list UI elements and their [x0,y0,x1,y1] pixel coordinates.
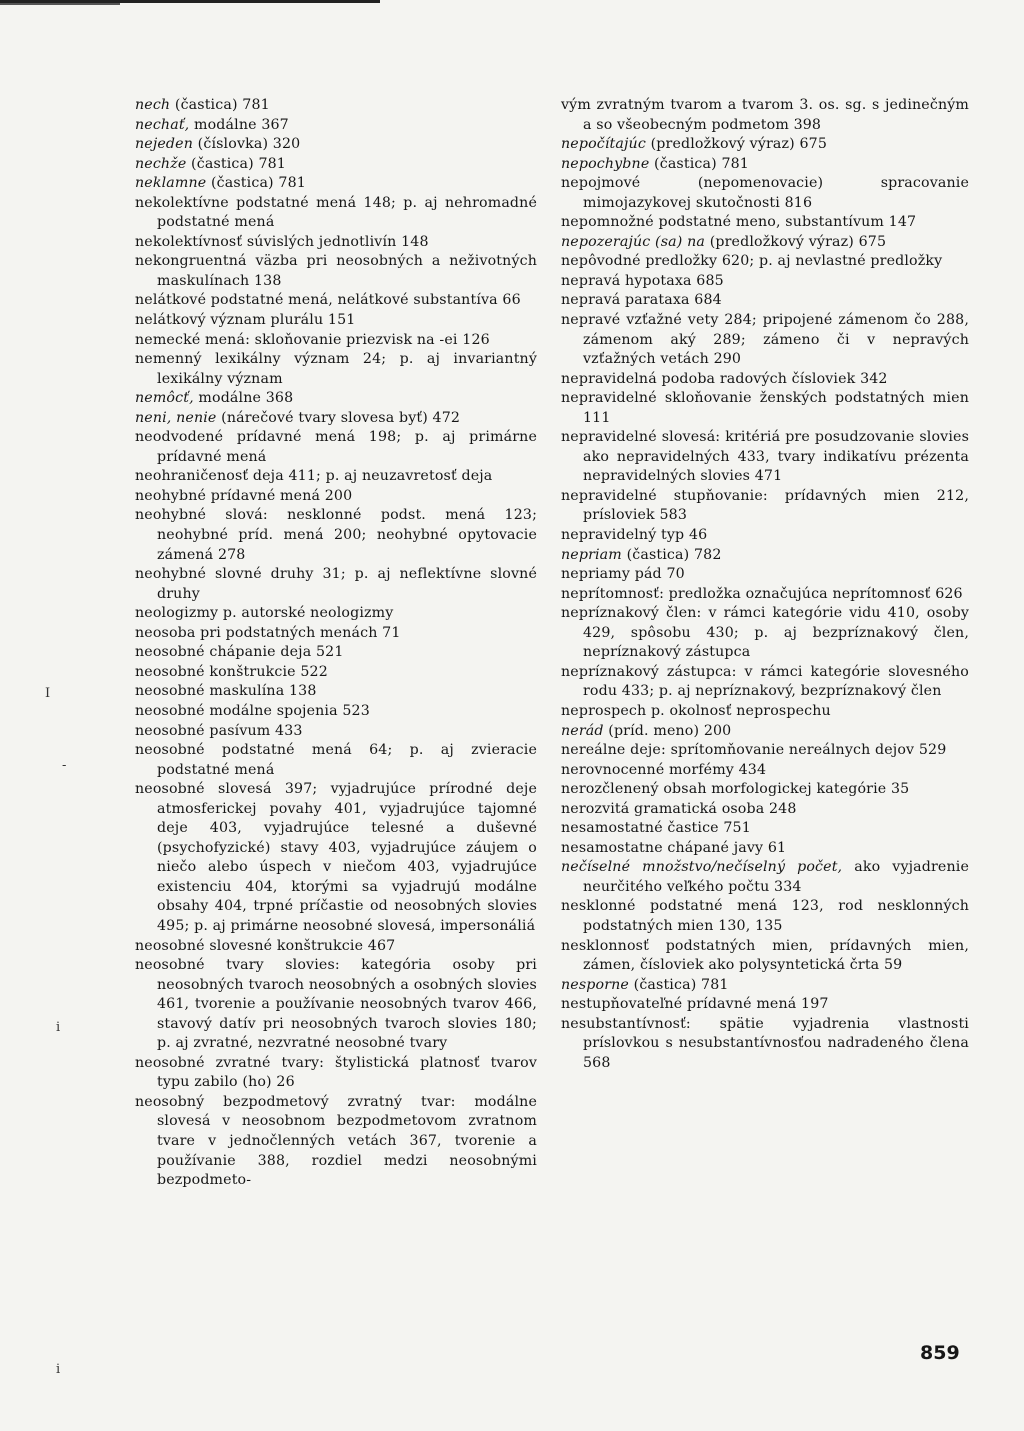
entry-text: neohybné prídavné mená 200 [135,487,353,504]
entry-headword: nepochybne [561,155,650,172]
entry-text: neosobný bezpodmetový zvratný tvar: modálne slovesá v neosobnom bezpodmetovom zvratnom tvare v jednočlenných vetách 367, tvorenie a používanie 388, rozdiel medzi neosobnými bezpodmeto- [135,1093,537,1189]
entry-text: neologizmy p. autorské neologizmy [135,605,394,622]
index-entry [135,604,537,624]
index-entry [135,624,537,644]
entry-text: (predložkový výraz) 675 [645,136,828,153]
index-entry [561,780,969,800]
entry-text: neosobné pasívum 433 [135,722,303,739]
entry-text: neohybné slová: nesklonné podst. mená 123; neohybné príd. mená 200; neohybné opytovacie zámená 278 [135,507,537,563]
index-entry [135,331,537,351]
index-entry [135,702,537,722]
index-entry [135,663,537,683]
entry-text: nerozvitá gramatická osoba 248 [561,800,797,817]
entry-text: ako vyjadrenie neurčitého veľkého počtu 334 [583,859,969,895]
index-entry [561,839,969,859]
entry-text: neosobné konštrukcie 522 [135,663,328,680]
index-entry [561,174,969,213]
index-entry [135,487,537,507]
entry-text: nepravidelné skloňovanie ženských podstatných mien 111 [561,390,969,426]
index-entry [561,800,969,820]
index-entry [135,1093,537,1191]
index-entry [561,1015,969,1074]
entry-text: modálne 368 [193,390,294,407]
entry-headword: nesporne [561,976,629,993]
index-entry [561,487,969,526]
index-entry [135,252,537,291]
index-entry [135,741,537,780]
entry-text: (predložkový výraz) 675 [705,233,887,250]
index-entry [561,897,969,936]
index-entry [561,213,969,233]
index-entry [561,702,969,722]
entry-text: modálne 367 [189,116,289,133]
entry-headword: nech [135,97,171,113]
entry-headword: nepočítajúc [561,136,646,153]
index-entry [135,291,537,311]
entry-text: (nárečové tvary slovesa byť) 472 [216,409,461,426]
index-entry [135,135,537,155]
entry-text: (častica) 781 [628,976,729,993]
entry-text: nepríznakový zástupca: v rámci kategórie slovesného rodu 433; p. aj nepríznakový, bezpríznakový člen [561,663,969,700]
right-index-column [561,96,969,1073]
entry-text: nelátkové podstatné mená, nelátkové substantíva 66 [135,292,521,309]
entry-text: nestupňovateľné prídavné mená 197 [561,996,829,1013]
page-number: 859 [920,1342,960,1364]
top-edge-rule-thin [0,3,120,5]
index-entry [135,682,537,702]
entry-text: nepomnožné podstatné meno, substantívum 147 [561,214,917,231]
entry-text: nelátkový význam plurálu 151 [135,312,356,329]
index-entry [561,663,969,702]
index-entry [561,233,969,253]
index-entry [561,370,969,390]
index-entry [135,643,537,663]
entry-text: nerozčlenený obsah morfologickej kategórie 35 [561,781,910,798]
margin-mark: - [62,758,67,773]
index-entry [561,546,969,566]
entry-text: nepojmové (nepomenovacie) spracovanie mimojazykovej skutočnosti 816 [561,175,969,211]
entry-text: nepríznakový člen: v rámci kategórie vidu 410, osoby 429, spôsobu 430; p. aj bezpríznakový člen, nepríznakový zástupca [561,605,969,661]
entry-text: neprítomnosť: predložka označujúca neprítomnosť 626 [561,585,963,602]
index-entry [135,1054,537,1093]
left-index-column [135,96,537,1191]
index-entry [135,780,537,936]
entry-text: nekolektívne podstatné mená 148; p. aj nehromadné podstatné mená [135,194,537,231]
entry-text: (častica) 781 [186,155,286,172]
index-entry [561,252,969,272]
entry-headword: nemôcť, [135,390,194,407]
entry-text: (častica) 781 [649,155,749,172]
index-entry [135,96,537,116]
entry-text: nesamostatné častice 751 [561,820,751,837]
index-entry [135,311,537,331]
entry-text: vým zvratným tvarom a tvarom 3. os. sg. s jedinečným a so všeobecným podmetom 398 [561,97,969,133]
index-entry [561,272,969,292]
index-entry [135,116,537,136]
index-entry [561,311,969,370]
entry-text: nepravidelná podoba radových čísloviek 342 [561,370,888,387]
entry-text: neohybné slovné druhy 31; p. aj neflektívne slovné druhy [135,566,537,602]
index-entry [135,722,537,742]
index-entry [561,858,969,897]
entry-text: nemenný lexikálny význam 24; p. aj invariantný lexikálny význam [135,351,537,387]
index-entry [135,389,537,409]
index-entry [561,722,969,742]
index-entry [561,604,969,663]
index-entry [135,506,537,565]
index-entry [561,96,969,135]
entry-text: neprospech p. okolnosť neprospechu [561,702,831,719]
margin-mark: I [45,686,51,701]
index-entry [561,761,969,781]
entry-text: nepravá hypotaxa 685 [561,272,724,289]
entry-headword: nejeden [135,136,193,153]
entry-text: nerovnocenné morfémy 434 [561,761,767,778]
index-entry [561,585,969,605]
entry-headword: nepriam [561,546,622,563]
entry-text: nekolektívnosť súvislých jednotlivín 148 [135,233,429,250]
index-entry [561,565,969,585]
entry-headword: nechať, [135,116,190,133]
index-entry [135,937,537,957]
entry-headword: nečíselné množstvo/nečíselný počet, [561,859,843,876]
index-entry [135,565,537,604]
entry-text: (častica) 781 [170,97,270,113]
entry-text: (číslovka) 320 [193,136,301,153]
entry-headword: neni, nenie [135,409,217,426]
entry-text: neosoba pri podstatných menách 71 [135,624,401,641]
index-entry [135,956,537,1054]
index-entry [561,428,969,487]
index-entry [135,350,537,389]
index-entry [135,155,537,175]
index-entry [135,233,537,253]
entry-text: neosobné maskulína 138 [135,683,317,700]
index-entry [561,389,969,428]
entry-text: nesklonné podstatné mená 123, rod nesklonných podstatných mien 130, 135 [561,898,969,934]
entry-text: nereálne deje: sprítomňovanie nereálnych dejov 529 [561,742,947,759]
entry-text: neosobné slovesá 397; vyjadrujúce prírodné deje atmosferickej povahy 401, vyjadrujúce tajomné deje 403, vyjadrujúce telesné a duševné (psychofyzické) stavy 403, vyjadrujúce záujem o niečo alebo úspech v niečom 403, vyjadrujúce existenciu 404, ktorými sa vyjadrujú modálne obsahy 404, trpné príčastie od neosobných slovies 495; p. aj primárne neosobné slovesá, impersonáliá [135,781,537,934]
entry-text: nepriamy pád 70 [561,566,685,583]
entry-text: nesklonnosť podstatných mien, prídavných mien, zámen, čísloviek ako polysyntetická črta 59 [561,937,969,974]
entry-text: nepôvodné predložky 620; p. aj nevlastné predložky [561,253,943,270]
entry-text: neosobné zvratné tvary: štylistická platnosť tvarov typu zabilo (ho) 26 [135,1054,537,1091]
entry-text: (príd. meno) 200 [603,722,732,739]
index-entry [561,291,969,311]
index-entry [561,741,969,761]
entry-text: neosobné modálne spojenia 523 [135,702,370,719]
entry-headword: nechže [135,155,187,172]
index-entry [561,995,969,1015]
index-entry [135,174,537,194]
entry-text: nemecké mená: skloňovanie priezvisk na -ei 126 [135,331,490,348]
index-entry [561,155,969,175]
index-entry [561,819,969,839]
entry-text: nesamostatne chápané javy 61 [561,839,787,856]
entry-text: neosobné slovesné konštrukcie 467 [135,937,396,954]
entry-headword: neklamne [135,175,207,192]
margin-mark: i [56,1362,61,1377]
entry-text: neosobné chápanie deja 521 [135,644,344,661]
entry-headword: nerád [561,722,604,739]
entry-text: neosobné podstatné mená 64; p. aj zvieracie podstatné mená [135,742,537,778]
index-entry [561,526,969,546]
index-entry [135,428,537,467]
index-entry [135,194,537,233]
entry-text: nepravé vzťažné vety 284; pripojené zámenom čo 288, zámenom aký 289; zámeno či v nepravých vzťažných vetách 290 [561,312,969,368]
entry-text: nepravidelné slovesá: kritériá pre posudzovanie slovies ako nepravidelných 433, tvary indikatívu prézenta nepravidelných slovies 471 [561,429,969,485]
entry-text: nepravidelný typ 46 [561,527,708,544]
entry-text: nepravá parataxa 684 [561,292,722,309]
entry-text: nesubstantívnosť: spätie vyjadrenia vlastnosti príslovkou s nesubstantívnosťou nadradeného člena 568 [561,1015,969,1071]
entry-text: nekongruentná väzba pri neosobných a neživotných maskulínach 138 [135,253,537,289]
index-entry [561,135,969,155]
entry-text: nepravidelné stupňovanie: prídavných mien 212, prísloviek 583 [561,487,969,524]
index-entry [135,409,537,429]
index-entry [561,976,969,996]
entry-headword: nepozerajúc (sa) na [561,233,706,250]
margin-mark: i [56,1020,61,1035]
entry-text: (častica) 781 [206,175,306,192]
index-entry [135,467,537,487]
entry-text: neosobné tvary slovies: kategória osoby pri neosobných tvaroch neosobných a osobných slovies 461, tvorenie a používanie neosobných tvarov 466, stavový datív pri neosobných tvaroch slovies 180; p. aj zvratné, nezvratné neosobné tvary [135,957,537,1052]
entry-text: (častica) 782 [621,546,722,563]
entry-text: neodvodené prídavné mená 198; p. aj primárne prídavné mená [135,429,537,465]
index-entry [561,937,969,976]
entry-text: neohraničenosť deja 411; p. aj neuzavretosť deja [135,468,493,485]
